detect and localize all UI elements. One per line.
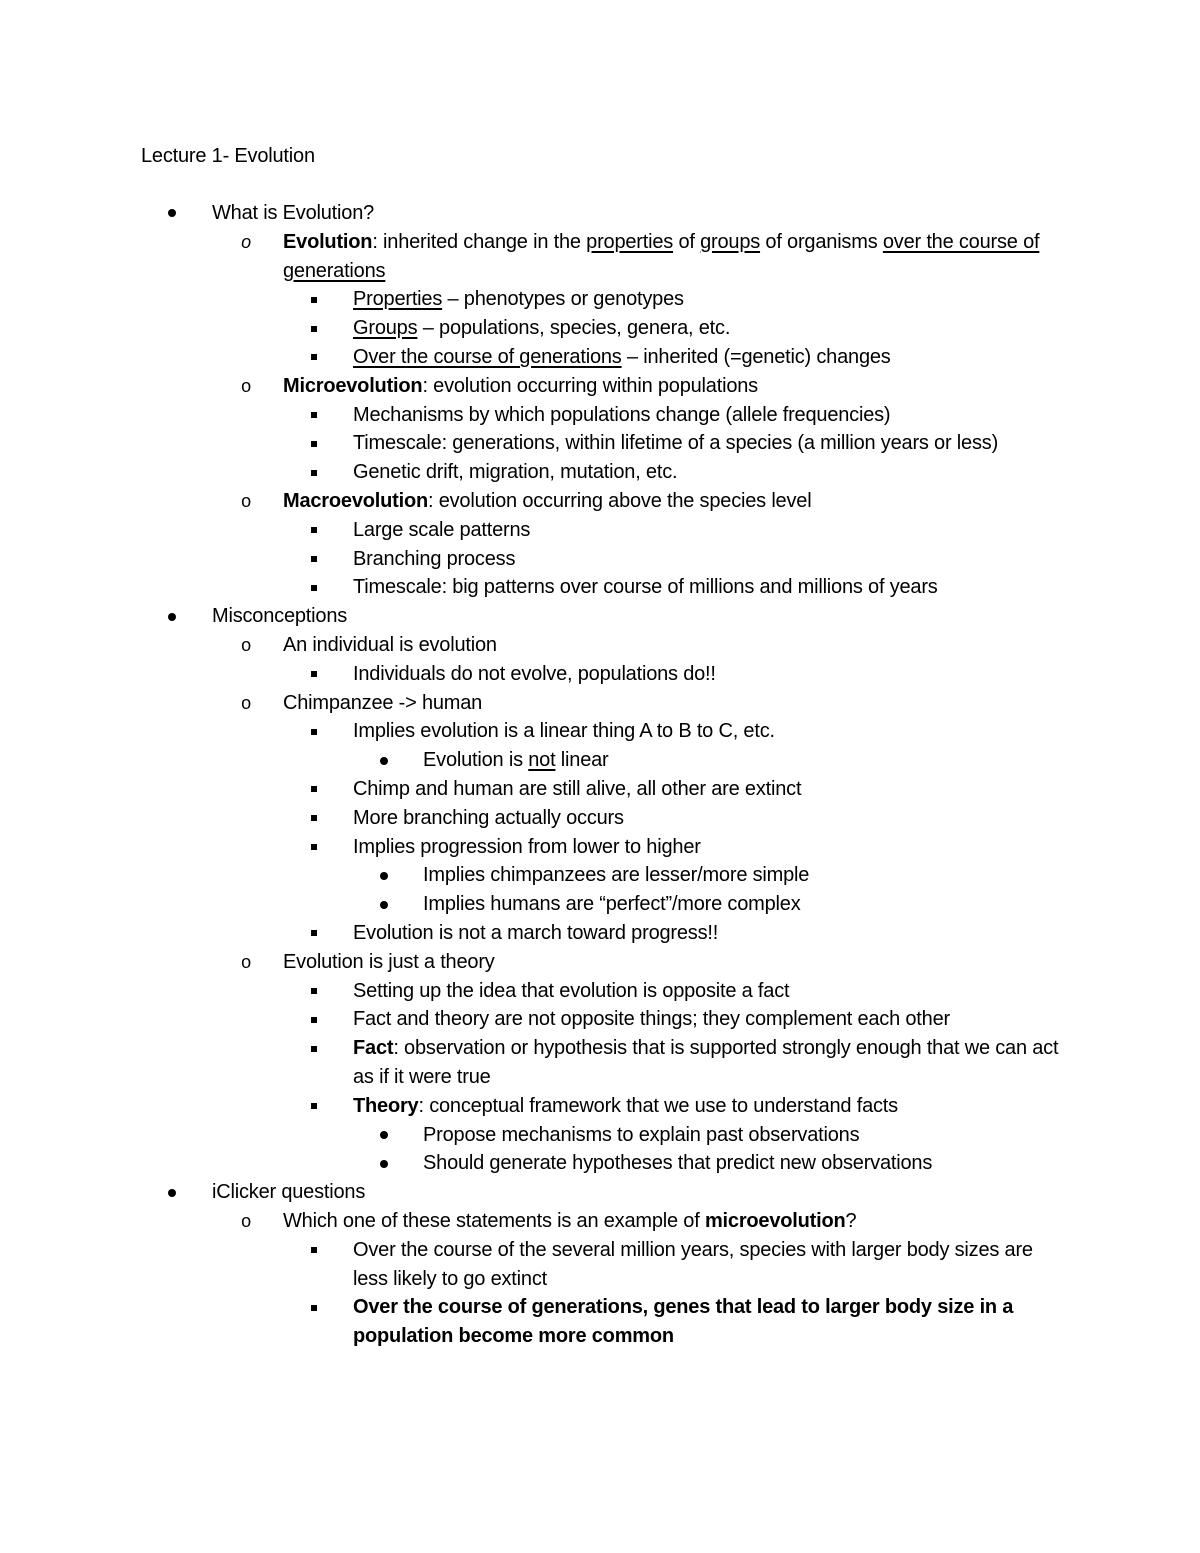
outline-item-text <box>353 922 718 944</box>
outline-item-level-3 <box>353 775 1062 804</box>
text-run: An individual is evolution <box>283 634 497 656</box>
text-run: of <box>673 230 701 253</box>
outline-item-level-4 <box>423 1149 1062 1178</box>
outline-item-text <box>353 519 530 541</box>
bullet-square-icon <box>306 804 322 833</box>
bullet-dot-icon <box>164 199 180 228</box>
text-run: : evolution occurring above the species level <box>428 490 812 512</box>
outline-item-level-4 <box>423 746 1062 775</box>
text-run: Setting up the idea that evolution is opposite a fact <box>353 979 790 1002</box>
outline-item-level-2 <box>241 631 1062 660</box>
text-run: Misconceptions <box>212 605 348 628</box>
outline-item-text <box>283 375 758 397</box>
outline-item-level-3 <box>353 458 1062 487</box>
text-run: microevolution <box>704 1210 846 1232</box>
bullet-dot-icon <box>376 746 392 775</box>
outline-item-text <box>353 1008 950 1030</box>
outline-item-text <box>353 807 624 829</box>
outline-item-level-3 <box>353 343 1062 372</box>
bullet-dot-icon <box>376 1121 392 1150</box>
text-run: Properties <box>353 288 443 311</box>
text-run: of organisms <box>760 230 883 253</box>
outline-item-text <box>283 634 497 656</box>
bullet-square-icon <box>306 343 322 372</box>
text-run: Should generate hypotheses that predict new observations <box>423 1152 933 1175</box>
text-run: Theory <box>353 1094 419 1117</box>
text-run: Propose mechanisms to explain past observations <box>423 1123 860 1146</box>
bullet-square-icon <box>306 775 322 804</box>
text-run: Implies progression from lower to higher <box>353 835 701 858</box>
text-run: Evolution is <box>423 749 529 772</box>
text-run: Implies humans are “perfect”/more complex <box>423 893 801 916</box>
text-run: Fact <box>353 1037 394 1060</box>
outline-item-level-1 <box>212 1178 1062 1207</box>
text-run: : conceptual framework that we use to understand facts <box>418 1094 898 1117</box>
bullet-dot-icon <box>376 890 392 919</box>
outline-item-text <box>283 490 811 512</box>
bullet-circle-icon: o <box>241 692 251 713</box>
outline-item-text <box>353 663 716 685</box>
text-run: What is Evolution? <box>212 202 375 224</box>
text-run: Fact and theory are not opposite things; they complement each other <box>353 1008 950 1031</box>
outline-item-level-3 <box>353 717 1062 746</box>
outline-item-level-3 <box>353 1005 1062 1034</box>
bullet-square-icon <box>306 833 322 862</box>
outline-item-level-3 <box>353 804 1062 833</box>
outline-item-level-3 <box>353 1034 1062 1092</box>
text-run: Evolution <box>283 230 373 253</box>
outline-item-text <box>353 288 684 310</box>
text-run: Individuals do not evolve, populations do!! <box>353 662 716 685</box>
bullet-square-icon <box>306 1236 322 1265</box>
outline-item-level-2 <box>241 228 1062 286</box>
bullet-circle-icon: o <box>241 491 251 512</box>
bullet-square-icon <box>306 1034 322 1063</box>
outline-item-text <box>283 231 1039 282</box>
outline-item-text <box>353 432 998 454</box>
bullet-square-icon <box>306 545 322 574</box>
text-run: More branching actually occurs <box>353 806 624 829</box>
text-run: Over the course of generations, genes that lead to larger body size in a population become more common <box>353 1296 1014 1348</box>
bullet-square-icon <box>306 717 322 746</box>
outline-item-level-3 <box>353 314 1062 343</box>
outline-item-level-3 <box>353 429 1062 458</box>
text-run: Evolution is just a theory <box>283 950 495 973</box>
text-run: properties <box>586 230 674 253</box>
text-run: : observation or hypothesis that is supported strongly enough that we can act as if it were true <box>353 1037 1059 1088</box>
bullet-dot-icon <box>376 861 392 890</box>
outline-item-text <box>212 605 347 627</box>
text-run: Large scale patterns <box>353 518 531 541</box>
outline-item-level-3 <box>353 516 1062 545</box>
text-run: Evolution is not a march toward progress!! <box>353 922 719 944</box>
text-run: Macroevolution <box>283 490 428 512</box>
bullet-dot-icon <box>164 1178 180 1207</box>
outline-item-text <box>353 836 701 858</box>
outline-item-level-2 <box>241 689 1062 718</box>
bullet-square-icon <box>306 660 322 689</box>
outline-item-text <box>353 404 890 426</box>
outline-item-level-4 <box>423 861 1062 890</box>
bullet-square-icon <box>306 314 322 343</box>
outline-item-text <box>353 346 891 368</box>
outline-item-text <box>283 951 495 973</box>
text-run: Genetic drift, migration, mutation, etc. <box>353 461 678 484</box>
outline-item-text <box>283 1210 856 1232</box>
bullet-dot-icon <box>376 1149 392 1178</box>
text-run: Mechanisms by which populations change (allele frequencies) <box>353 403 891 426</box>
text-run: Timescale: generations, within lifetime of a species (a million years or less) <box>353 432 999 455</box>
outline-item-level-3 <box>353 573 1062 602</box>
bullet-circle-icon: o <box>241 635 251 656</box>
outline-item-level-3 <box>353 1293 1062 1351</box>
text-run: not <box>528 749 556 772</box>
text-run: ? <box>845 1210 857 1232</box>
text-run: : inherited change in the <box>372 230 587 253</box>
text-run: Microevolution <box>283 374 423 397</box>
outline-item-text <box>353 317 730 339</box>
outline-item-text <box>423 749 609 771</box>
outline-item-level-4 <box>423 890 1062 919</box>
outline-item-text <box>353 980 789 1002</box>
outline-item-level-1 <box>212 602 1062 631</box>
outline-item-level-2 <box>241 487 1062 516</box>
outline-item-level-3 <box>353 919 1062 948</box>
outline-item-level-3 <box>353 833 1062 862</box>
bullet-circle-icon: o <box>241 232 251 253</box>
outline-item-text <box>212 1181 365 1203</box>
bullet-circle-icon: o <box>241 952 251 973</box>
text-run: linear <box>555 749 609 772</box>
outline-item-level-3 <box>353 401 1062 430</box>
bullet-square-icon <box>306 401 322 430</box>
outline-item-level-3 <box>353 285 1062 314</box>
outline-item-level-3 <box>353 1092 1062 1121</box>
outline-item-text <box>353 1296 1013 1347</box>
bullet-square-icon <box>306 1293 322 1322</box>
outline-item-text <box>353 1095 898 1117</box>
bullet-square-icon <box>306 573 322 602</box>
outline-item-text <box>423 1152 932 1174</box>
bullet-square-icon <box>306 429 322 458</box>
bullet-dot-icon <box>164 602 180 631</box>
bullet-square-icon <box>306 285 322 314</box>
text-run: Which one of these statements is an example of <box>283 1210 705 1232</box>
outline-item-text <box>353 1239 1033 1290</box>
outline-item-text <box>212 202 374 224</box>
outline-item-text <box>423 1124 859 1146</box>
bullet-square-icon <box>306 516 322 545</box>
bullet-circle-icon: o <box>241 376 251 397</box>
outline-item-text <box>353 1037 1058 1088</box>
outline-item-level-3 <box>353 977 1062 1006</box>
document-title: Lecture 1- Evolution <box>141 145 315 167</box>
outline-item-text <box>353 576 938 598</box>
text-run: Over the course of the several million years, species with larger body sizes are less likely to go extinct <box>353 1238 1033 1290</box>
text-run: – inherited (=genetic) changes <box>621 346 891 368</box>
text-run: Groups <box>353 317 418 340</box>
bullet-square-icon <box>306 977 322 1006</box>
text-run: Branching process <box>353 547 516 570</box>
outline-item-level-2 <box>241 948 1062 977</box>
outline-item-text <box>353 778 801 800</box>
text-run: – populations, species, genera, etc. <box>417 317 731 340</box>
outline-item-level-1 <box>212 199 1062 228</box>
text-run: Timescale: big patterns over course of millions and millions of years <box>353 576 938 599</box>
text-run: Over the course of generations <box>353 346 622 368</box>
outline-item-text <box>423 893 801 915</box>
text-run: Chimp and human are still alive, all other are extinct <box>353 778 802 800</box>
outline-item-text <box>353 461 677 483</box>
outline-item-level-2 <box>241 372 1062 401</box>
bullet-circle-icon: o <box>241 1211 251 1232</box>
bullet-square-icon <box>306 919 322 948</box>
text-run: Chimpanzee -> human <box>283 691 483 714</box>
text-run: Implies chimpanzees are lesser/more simple <box>423 864 810 887</box>
text-run: iClicker questions <box>212 1181 366 1204</box>
text-run: Implies evolution is a linear thing A to B to C, etc. <box>353 720 775 743</box>
bullet-square-icon <box>306 1092 322 1121</box>
outline-item-level-2 <box>241 1207 1062 1236</box>
text-run: over the course of generations <box>283 230 1040 282</box>
outline-item-text <box>423 864 809 886</box>
text-run: groups <box>700 230 761 253</box>
bullet-square-icon <box>306 458 322 487</box>
outline-item-level-4 <box>423 1121 1062 1150</box>
outline-item-level-3 <box>353 545 1062 574</box>
outline-item-level-3 <box>353 1236 1062 1294</box>
outline-item-text <box>353 548 515 570</box>
outline-item-level-3 <box>353 660 1062 689</box>
bullet-square-icon <box>306 1005 322 1034</box>
text-run: : evolution occurring within populations <box>422 374 758 397</box>
text-run: – phenotypes or genotypes <box>442 288 684 311</box>
outline-item-text <box>353 720 775 742</box>
outline-item-text <box>283 692 482 714</box>
